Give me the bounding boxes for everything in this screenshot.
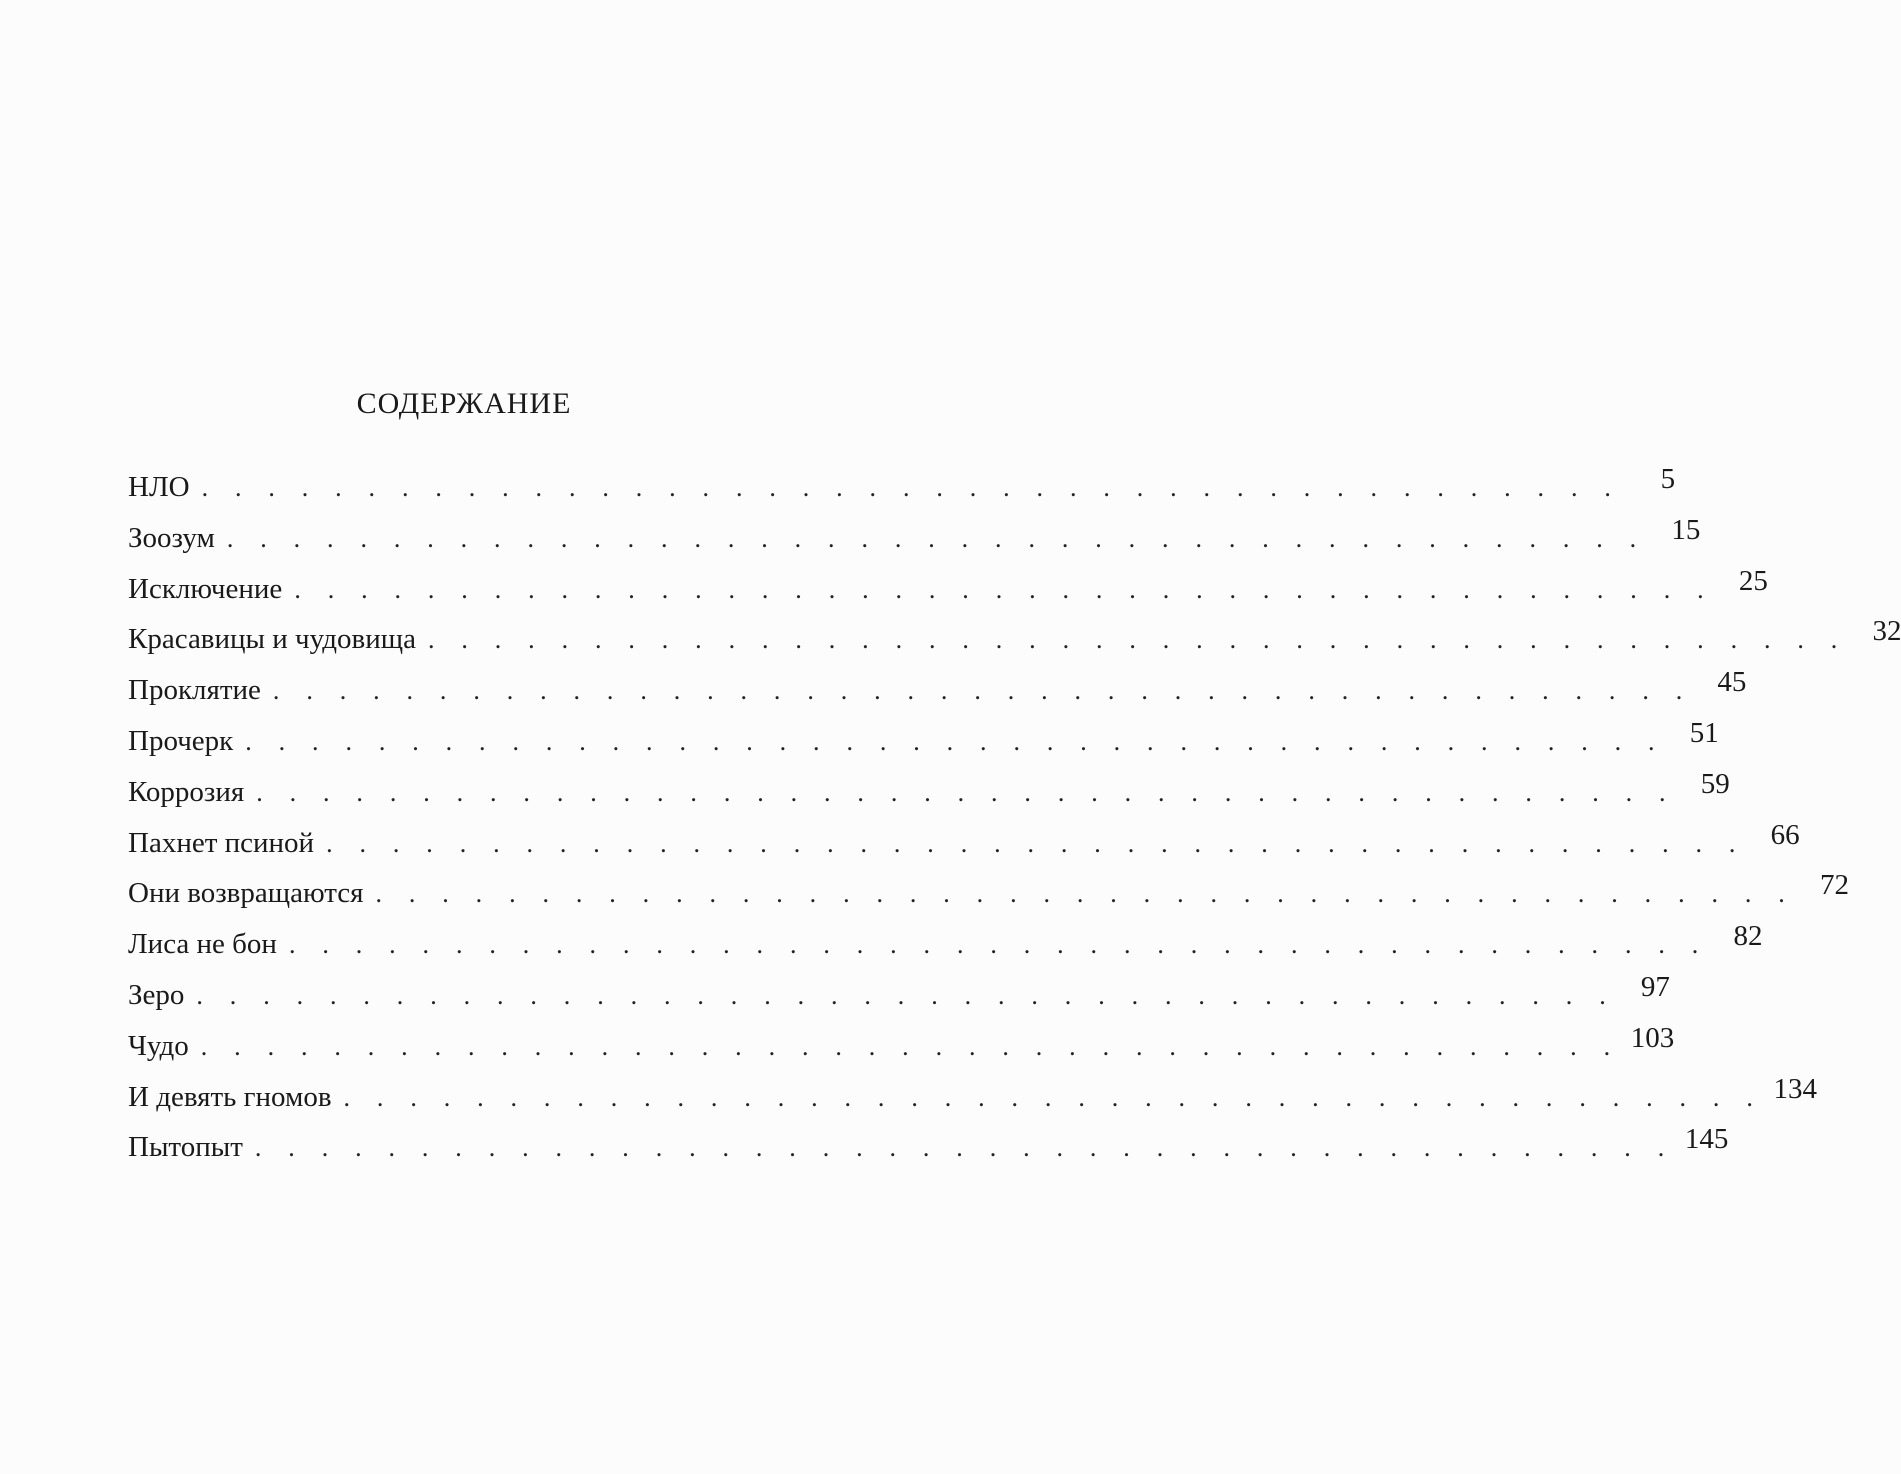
toc-entry	[128, 818, 1800, 869]
toc-entry	[128, 513, 1701, 564]
dot-leader: . . . . . . . . . . . . . . . . . . . . . . . . . . . . . . . . . . . . . . . . . . .	[245, 726, 1665, 756]
toc-entry-page: 5	[1660, 463, 1676, 495]
toc-entry	[128, 614, 1901, 665]
dot-leader: . . . . . . . . . . . . . . . . . . . . . . . . . . . . . . . . . . . . . . . . . . .	[196, 980, 1616, 1010]
toc-entry-title: Зоозум	[128, 521, 215, 554]
toc-entry-title: Пытопыт	[128, 1131, 243, 1164]
toc-entry-page: 82	[1733, 920, 1763, 953]
toc-entry	[128, 868, 1849, 919]
toc-entry-page: 45	[1717, 666, 1747, 699]
toc-entry-title: Чудо	[128, 1029, 189, 1062]
toc-entry-title: Лиса не бон	[128, 928, 277, 961]
toc-entry-title: Они возвращаются	[128, 877, 364, 910]
toc-entry-title: Коррозия	[128, 775, 245, 808]
toc-entry	[128, 564, 1768, 615]
toc-entry-page: 32	[1872, 615, 1901, 648]
toc-entry-title: Зеро	[128, 978, 185, 1011]
dot-leader: . . . . . . . . . . . . . . . . . . . . . . . . . . . . . . . . . . . . . . . . . . .	[226, 523, 1647, 553]
toc-entry-title: Пахнет псиной	[128, 826, 315, 859]
dot-leader: . . . . . . . . . . . . . . . . . . . . . . . . . . . . . . . . . . . . . . . . . . .	[427, 625, 1848, 655]
dot-leader: . . . . . . . . . . . . . . . . . . . . . . . . . . . . . . . . . . . . . . . . . . .	[326, 828, 1746, 858]
dot-leader: . . . . . . . . . . . . . . . . . . . . . . . . . . . . . . . . . . . . . . . . . . .	[272, 676, 1693, 706]
toc-entry-title: Проклятие	[128, 674, 261, 707]
toc-entry-title: НЛО	[128, 471, 190, 503]
dot-leader: . . . . . . . . . . . . . . . . . . . . . . . . . . . . . . . . . . . . . . . . . . .	[375, 879, 1795, 909]
toc-entry-title: Прочерк	[128, 724, 234, 757]
toc-entry-page: 97	[1640, 970, 1670, 1003]
toc-entry-page: 103	[1630, 1021, 1675, 1054]
toc-entry-page: 134	[1773, 1072, 1818, 1105]
dot-leader: . . . . . . . . . . . . . . . . . . . . . . . . . . . . . . . . . . . . . . . . . . .	[200, 1031, 1621, 1061]
dot-leader: . . . . . . . . . . . . . . . . . . . . . . . . . . . . . . . . . . . . . . . . . . .	[256, 777, 1676, 807]
toc-entry	[128, 1122, 1729, 1173]
toc-entry-title: Красавицы и чудовища	[128, 623, 416, 656]
toc-entry	[128, 665, 1747, 716]
toc-entry-title: И девять гномов	[128, 1080, 332, 1113]
toc-entry-title: Исключение	[128, 572, 283, 605]
dot-leader: . . . . . . . . . . . . . . . . . . . . . . . . . . . . . . . . . . . . . . . . . . .	[294, 574, 1714, 604]
dot-leader: . . . . . . . . . . . . . . . . . . . . . . . . . . . . . . . . . . . . . . . . . . .	[288, 930, 1709, 960]
page-title: СОДЕРЖАНИЕ	[356, 387, 572, 420]
toc-entry-page: 51	[1689, 716, 1719, 749]
dot-leader: . . . . . . . . . . . . . . . . . . . . . . . . . . . . . . . . . . . . . . . . . . .	[343, 1082, 1764, 1112]
toc-entry-page: 145	[1684, 1123, 1729, 1156]
dot-leader: . . . . . . . . . . . . . . . . . . . . . . . . . . . . . . . . . . . . . . . . . . .	[201, 473, 1622, 502]
toc-entry	[128, 919, 1763, 970]
toc-entry-page: 25	[1738, 564, 1768, 597]
toc-entry	[128, 1072, 1818, 1123]
toc-entry	[128, 767, 1730, 818]
toc-entry-page: 72	[1819, 869, 1849, 902]
toc-entry-page: 59	[1700, 767, 1730, 800]
toc-entry-page: 66	[1770, 818, 1800, 851]
toc-entry	[128, 462, 1676, 513]
toc-entry-page: 15	[1671, 513, 1701, 546]
toc-entry	[128, 716, 1719, 767]
dot-leader: . . . . . . . . . . . . . . . . . . . . . . . . . . . . . . . . . . . . . . . . . . .	[254, 1133, 1675, 1163]
toc-entry	[128, 970, 1670, 1021]
toc-entry	[128, 1021, 1675, 1072]
toc-list	[128, 462, 1901, 1173]
